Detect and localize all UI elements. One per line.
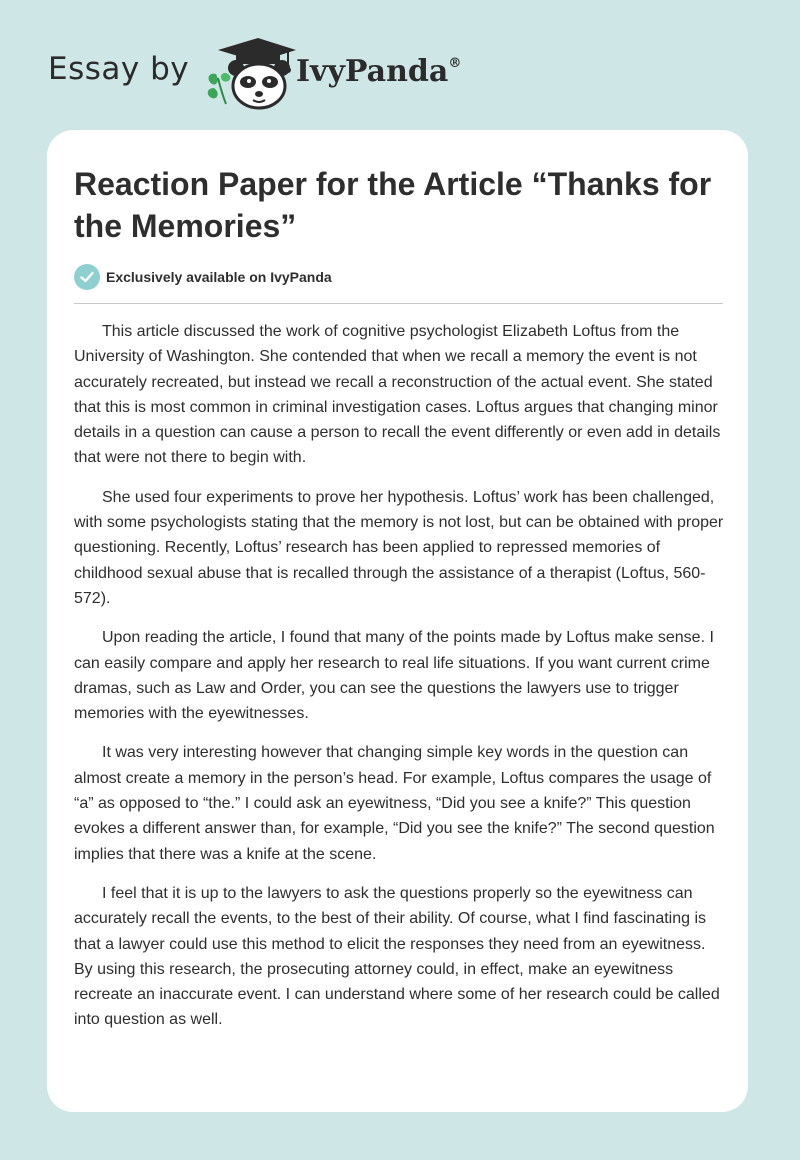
- site-header: [48, 34, 548, 110]
- paragraph: Upon reading the article, I found that many of the points made by Loftus make sense. I can easily compare and apply her research to real life situations. If you want current crime dramas, such as Law and Order, you can see the questions the lawyers use to trigger memories with the eyewitnesses.: [74, 629, 714, 723]
- essay-body: [74, 319, 726, 1047]
- page-title: Reaction Paper for the Article “Thanks for the Memories”: [74, 166, 712, 244]
- paragraph: This article discussed the work of cognitive psychologist Elizabeth Loftus from the University of Washington. She contended that when we recall a memory the event is not accurately recreated, but instead we recall a reconstruction of the actual event. She stated that this is most common in criminal investigation cases. Loftus argues that changing minor details in a question can cause a person to recall the event differently or even add in details that were not there to begin with.: [74, 323, 721, 467]
- check-icon: [74, 264, 100, 290]
- divider: [74, 303, 723, 304]
- registered-mark: ®: [448, 56, 462, 71]
- brand-name[interactable]: IvyPanda®: [296, 54, 462, 89]
- paragraph: I feel that it is up to the lawyers to ask the questions properly so the eyewitness can accurately recall the events, to the best of their ability. Of course, what I find fascinating is that a lawyer could use this method to elicit the responses they need from an eyewitness. By using this research, the prosecuting attorney could, in effect, make an eyewitness recreate an inaccurate event. I can understand where some of her research could be called into question as well.: [74, 884, 720, 1029]
- panda-graduate-icon[interactable]: [202, 34, 298, 110]
- ivy-leaves: [208, 73, 231, 104]
- paragraph: It was very interesting however that changing simple key words in the question can almost create a memory in the person’s head. For example, Loftus compares the usage of “a” as opposed to “the.” I could ask an eyewitness, “Did you see a knife?” This question evokes a different answer than, for example, “Did you see the knife?” The second question implies that there was a knife at the scene.: [74, 744, 715, 863]
- panda-head: [228, 60, 290, 108]
- essay-by-label: Essay by: [48, 51, 190, 87]
- exclusive-badge: [74, 264, 332, 290]
- essay-card: [47, 130, 748, 1112]
- paragraph: She used four experiments to prove her hypothesis. Loftus’ work has been challenged, with some psychologists stating that the memory is not lost, but can be obtained with proper questioning. Recently, Loftus’ research has been applied to repressed memories of childhood sexual abuse that is recalled through the assistance of a therapist (Loftus, 560-572).: [74, 488, 724, 607]
- exclusive-label: Exclusively available on IvyPanda: [106, 269, 332, 285]
